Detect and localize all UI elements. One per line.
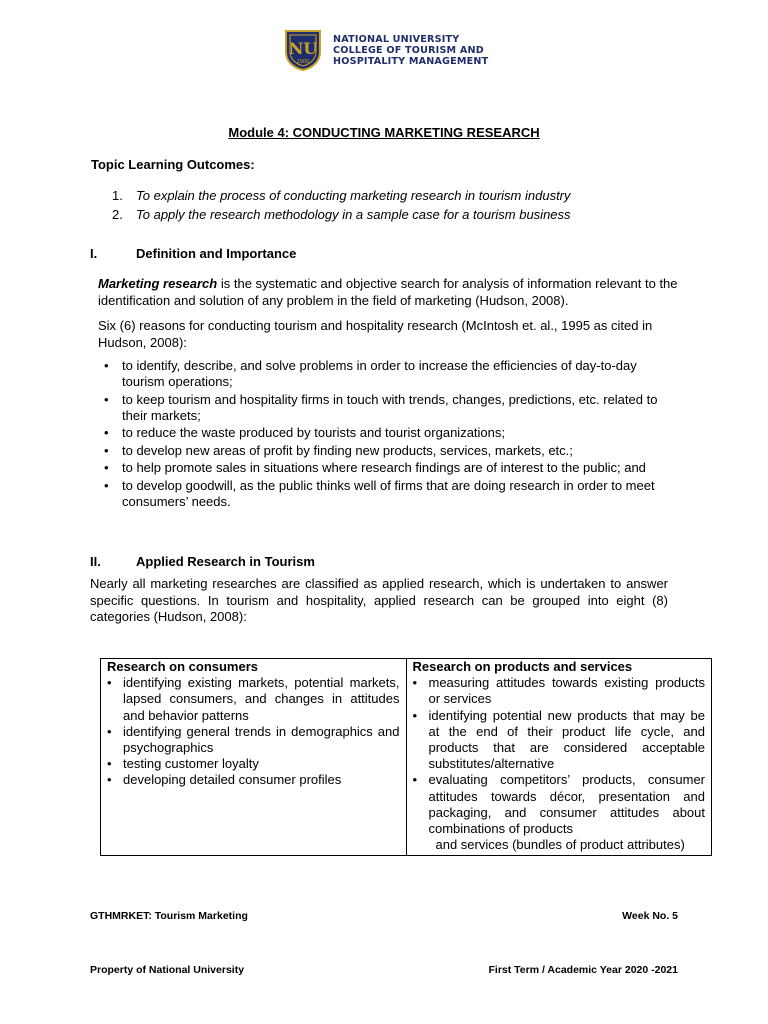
column-heading: Research on products and services (412, 659, 633, 674)
footer-week: Week No. 5 (622, 910, 678, 922)
table-cell-products (406, 659, 712, 856)
list-item: • identifying existing markets, potential markets, lapsed consumers, and changes in attitudes and behavior patterns (107, 675, 400, 723)
footer-course: GTHMRKET: Tourism Marketing (90, 910, 248, 922)
list-item: • evaluating competitors’ products, consumer attitudes towards décor, presentation and packaging, and consumer attitudes about combinations of products (412, 772, 705, 837)
list-item: • to reduce the waste produced by tourists and tourist organizations; (104, 425, 505, 440)
module-title: Module 4: CONDUCTING MARKETING RESEARCH (228, 125, 540, 140)
list-item: • to identify, describe, and solve problems in order to increase the efficiencies of day-to-day tourism operations; (104, 358, 637, 389)
list-item: • testing customer loyalty (107, 756, 259, 772)
list-item: • to help promote sales in situations where research findings are of interest to the public; and (104, 460, 646, 475)
footer-term: First Term / Academic Year 2020 -2021 (488, 964, 678, 976)
column-heading: Research on consumers (107, 659, 259, 674)
list-item-continuation: and services (bundles of product attributes) (435, 837, 685, 853)
outcome-item: 2. To apply the research methodology in a sample case for a tourism business (112, 206, 571, 222)
list-item: • to keep tourism and hospitality firms in touch with trends, changes, predictions, etc. related to their markets; (104, 391, 658, 423)
institution-line: COLLEGE OF TOURISM AND (333, 44, 484, 56)
research-categories-table (100, 658, 712, 856)
university-seal-logo (283, 28, 323, 72)
list-item: • developing detailed consumer profiles (107, 772, 342, 788)
table-cell-consumers (101, 659, 407, 856)
applied-research-paragraph: Nearly all marketing researches are classified as applied research, which is undertaken to answer specific questions. In tourism and hospitality, applied research can be grouped into eight (8) categories (Hudson, 2008): (90, 576, 668, 624)
section-2-heading: II. Applied Research in Tourism (90, 554, 315, 569)
list-item: • to develop goodwill, as the public thinks well of firms that are doing research in order to meet consumers’ needs. (104, 477, 655, 509)
reasons-list (104, 358, 664, 511)
institution-name (333, 34, 488, 67)
definition-paragraph: Marketing research is the systematic and objective search for analysis of information relevant to the identification and solution of any problem in the field of marketing (Hudson, 2008). (98, 276, 678, 308)
svg-text:NU: NU (288, 39, 318, 58)
reasons-intro: Six (6) reasons for conducting tourism and hospitality research (McIntosh et. al., 1995 as cited in Hudson, 2008): (98, 318, 653, 350)
outcomes-heading: Topic Learning Outcomes: (91, 157, 255, 172)
institution-line: NATIONAL UNIVERSITY (333, 33, 460, 45)
outcome-item: 1. To explain the process of conducting marketing research in tourism industry (112, 188, 571, 203)
outcomes-list (112, 187, 571, 224)
footer-property: Property of National University (90, 964, 245, 976)
institution-line: HOSPITALITY MANAGEMENT (333, 55, 489, 67)
list-item: • identifying general trends in demographics and psychographics (107, 723, 400, 756)
definition-term: Marketing research (98, 276, 218, 291)
svg-text:1900: 1900 (296, 59, 310, 65)
page-header (283, 28, 488, 72)
list-item: • identifying potential new products that may be at the end of their product life cycle, and products that are considered acceptable substitutes/alternative (412, 707, 705, 772)
section-1-heading: I. Definition and Importance (90, 246, 297, 261)
list-item: • to develop new areas of profit by finding new products, services, markets, etc.; (104, 442, 573, 458)
list-item: • measuring attitudes towards existing products or services (412, 675, 705, 707)
